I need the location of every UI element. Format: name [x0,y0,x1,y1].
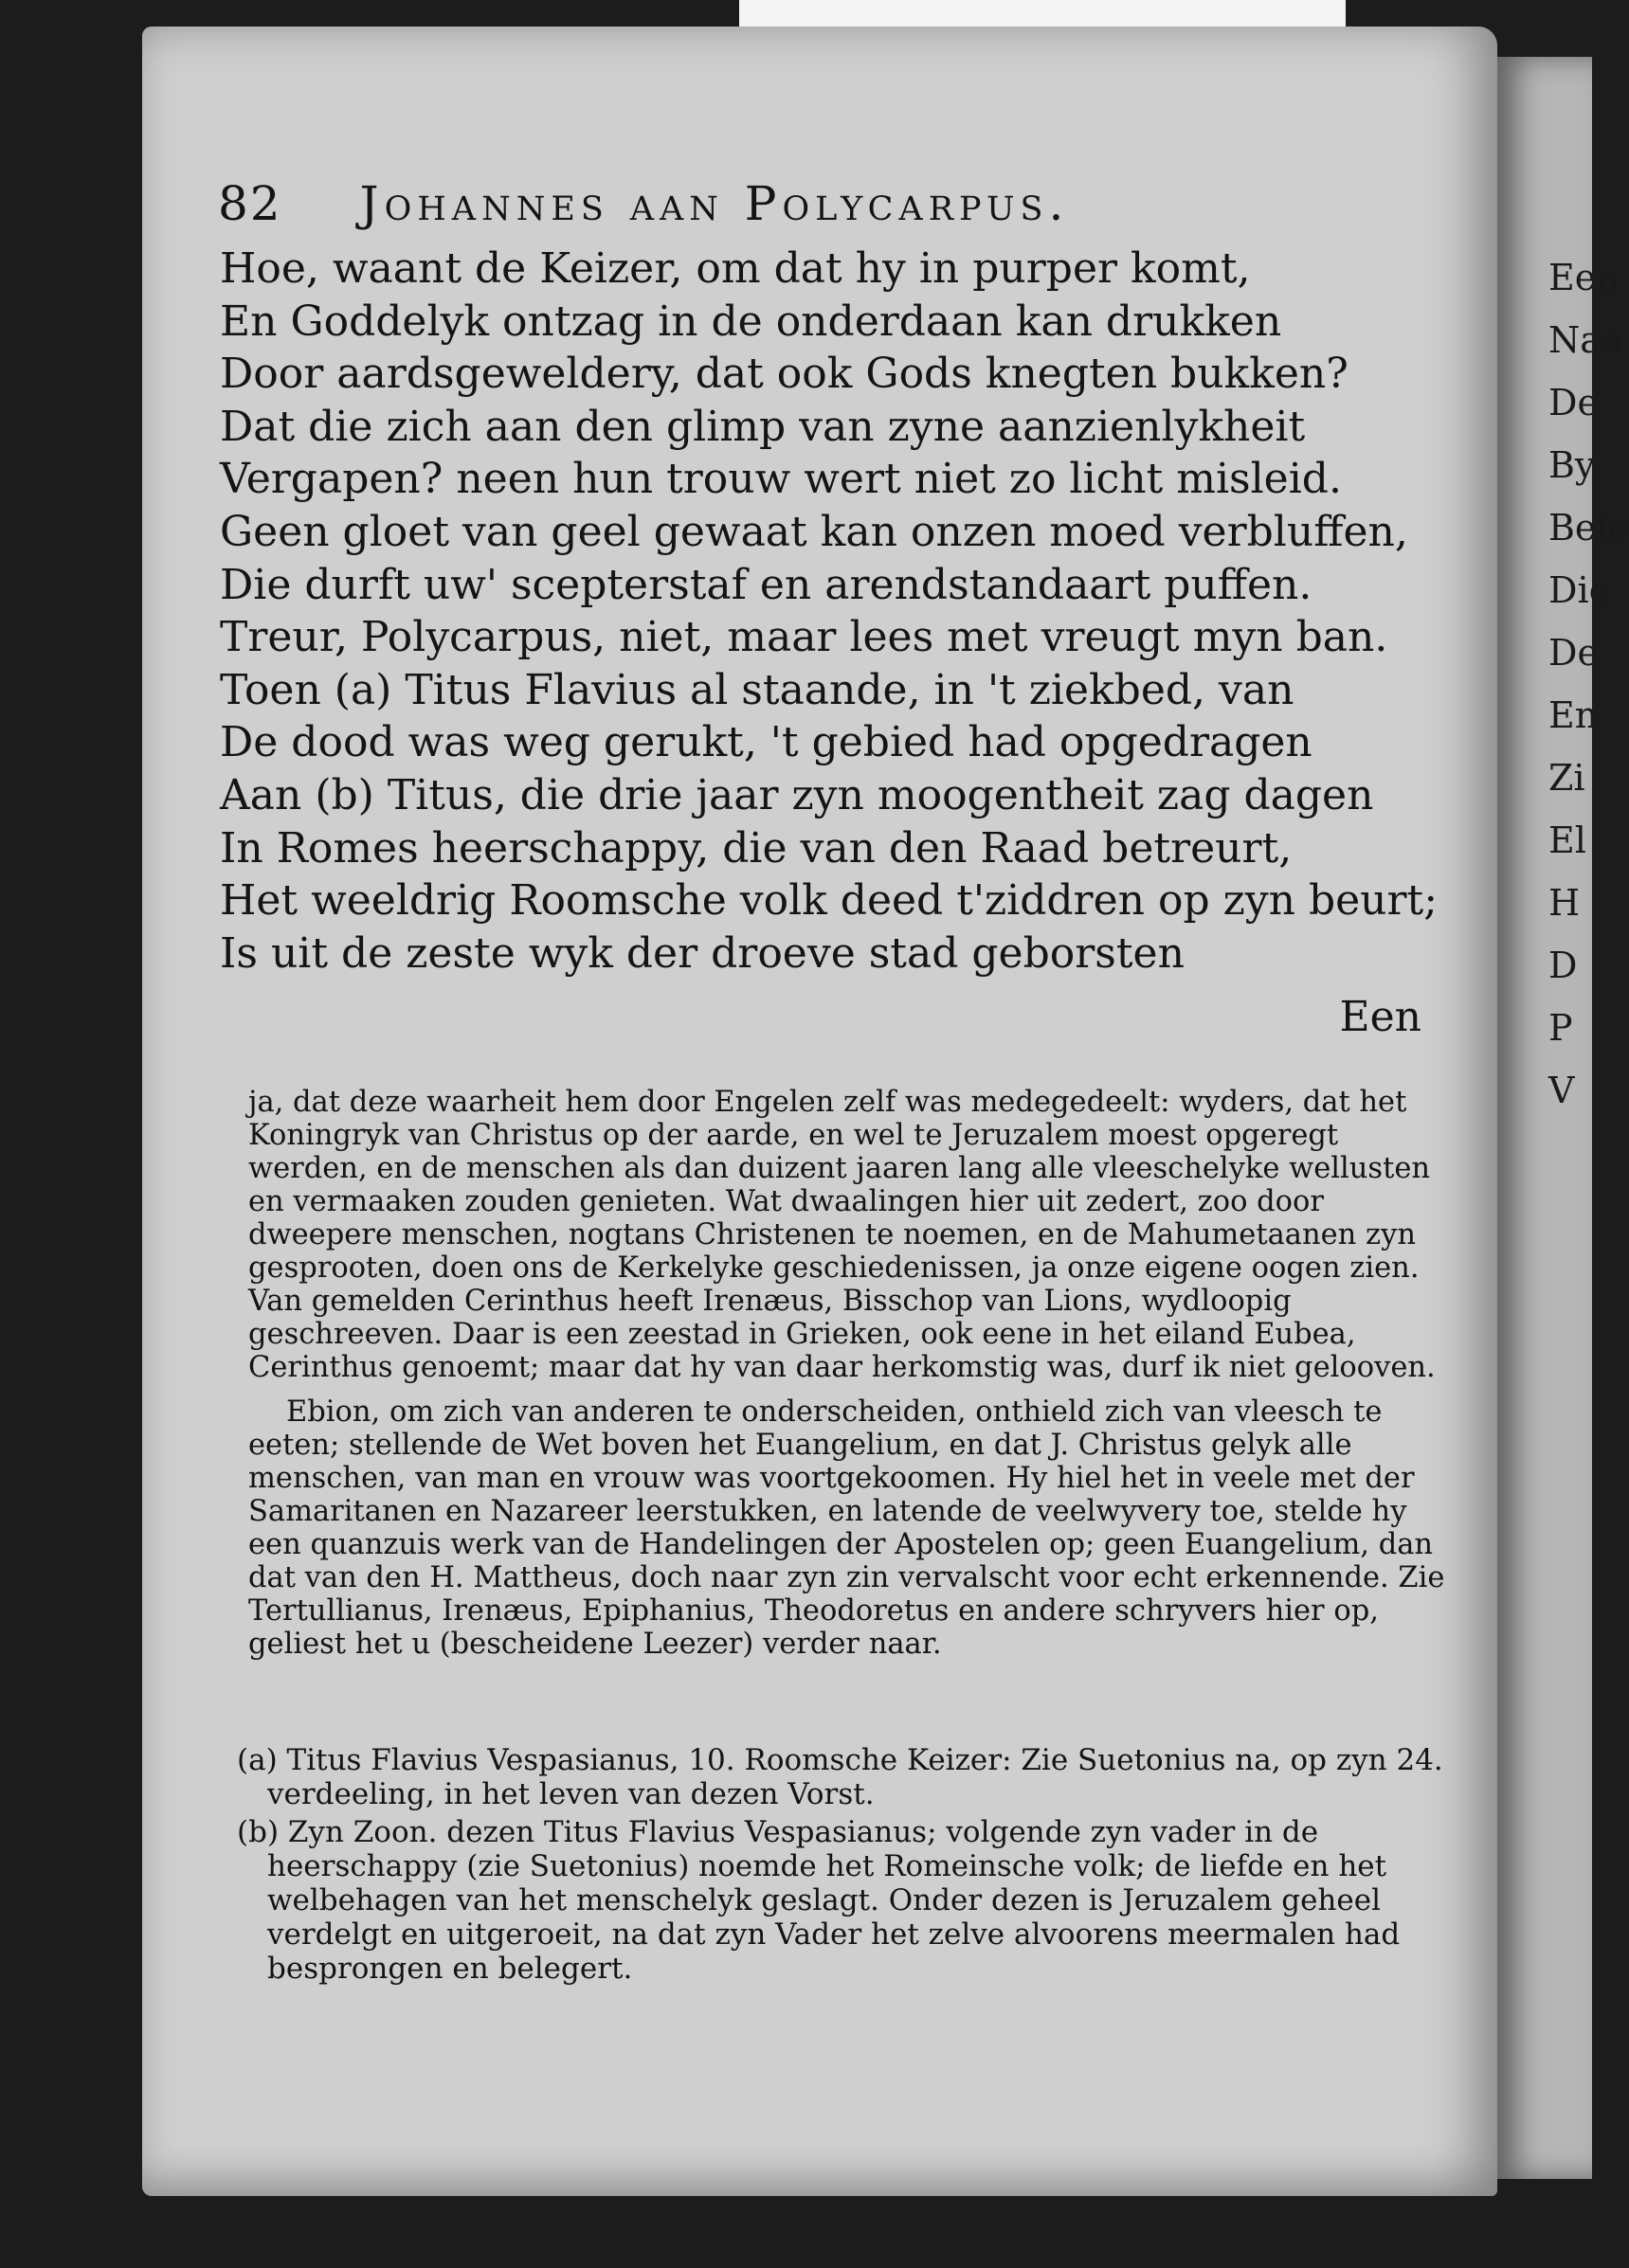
facing-fragment: D [1548,945,1578,986]
verse-line: Is uit de zeste wyk der droeve stad geborsten [220,928,1185,978]
footnote-a: (a) Titus Flavius Vespasianus, 10. Roomsche Keizer: Zie Suetonius na, op zyn 24. verdeeling, in het leven van dezen Vorst. [237,1743,1443,1811]
facing-fragment: Een [1548,257,1620,298]
verse-line: Vergapen? neen hun trouw wert niet zo licht misleid. [220,455,1342,504]
verse-block [220,243,1442,980]
facing-fragment: V [1548,1070,1575,1111]
verse-line: Dat die zich aan den glimp van zyne aanzienlykheit [220,402,1306,451]
facing-fragment: Naa [1548,319,1623,361]
note-paragraph: ja, dat deze waarheit hem door Engelen zelf was medegedeelt: wyders, dat het Koningryk van Christus op der aarde, en wel te Jeruzalem moest opgeregt werden, en de menschen als dan duizent jaaren lang alle vleeschelyke wellusten en vermaaken zouden genieten. Wat dwaalingen hier uit zedert, zoo door dweepere menschen, nogtans Christenen te noemen, en de Mahumetaanen zyn gesprooten, doen ons de Kerkelyke geschiedenissen, ja onze eigene oogen zien. Van gemelden Cerinthus heeft Irenæus, Bisschop van Lions, wydloopig geschreeven. Daar is een zeestad in Grieken, ook eene in het eiland Eubea, Cerinthus genoemt; maar dat hy van daar herkomstig was, durf ik niet gelooven. [248,1086,1436,1384]
verse-line: Treur, Polycarpus, niet, maar lees met vreugt myn ban. [220,613,1388,662]
facing-fragment: Zi [1548,757,1585,799]
commentary-notes [248,1086,1452,1661]
facing-fragment: Bele [1548,507,1629,549]
running-title: Johannes aan Polycarpus. [359,176,1070,231]
catchword: Een [1339,993,1421,1041]
running-header [218,176,1384,231]
verse-line: Geen gloet van geel gewaat kan onzen moed verbluffen, [220,507,1408,556]
facing-fragment: Die [1548,569,1611,611]
facing-fragment: De [1548,382,1599,423]
verse-line: Toen (a) Titus Flavius al staande, in 't ziekbed, van [220,665,1294,714]
facing-fragment: En [1548,694,1599,736]
verse-line: Die durft uw' scepterstaf en arendstandaart puffen. [220,560,1312,609]
book-page [142,27,1497,2196]
facing-fragment: P [1548,1007,1573,1049]
verse-line: De dood was weg gerukt, 't gebied had opgedragen [220,718,1312,767]
verse-line: Aan (b) Titus, die drie jaar zyn moogentheit zag dagen [220,770,1374,819]
facing-page [1497,57,1629,2179]
facing-fragment: H [1548,882,1581,924]
page-number: 82 [218,176,282,231]
facing-fragment: De [1548,632,1599,674]
verse-line: Door aardsgeweldery, dat ook Gods knegten bukken? [220,350,1348,399]
verse-line: Het weeldrig Roomsche volk deed t'ziddren op zyn beurt; [220,876,1439,926]
note-paragraph: Ebion, om zich van anderen te onderscheiden, onthield zich van vleesch te eeten; stellende de Wet boven het Euangelium, en dat J. Christus gelyk alle menschen, van man en vrouw was voortgekoomen. Hy hiel het in veele met der Samaritanen en Nazareer leerstukken, en latende de veelwyvery toe, stelde hy een quanzuis werk van de Handelingen der Apostelen op; geen Euangelium, dan dat van den H. Mattheus, doch naar zyn zin vervalscht voor echt erkennende. Zie Tertullianus, Irenæus, Epiphanius, Theodoretus en andere schryvers hier op, geliest het u (bescheidene Leezer) verder naar. [248,1395,1445,1661]
verse-line: Hoe, waant de Keizer, om dat hy in purper komt, [220,244,1251,293]
facing-fragment: El [1548,819,1586,861]
facing-fragment: By [1548,444,1596,486]
verse-line: En Goddelyk ontzag in de onderdaan kan drukken [220,297,1282,346]
verse-line: In Romes heerschappy, die van den Raad betreurt, [220,823,1293,873]
footnote-b: (b) Zyn Zoon. dezen Titus Flavius Vespasianus; volgende zyn vader in de heerschappy (zie Suetonius) noemde het Romeinsche volk; de liefde en het welbehagen van het menschelyk geslagt. Onder dezen is Jeruzalem geheel verdelgt en uitgeroeit, na dat zyn Vader het zelve alvoorens meermalen had besprongen en belegert. [237,1815,1401,1986]
footnotes [237,1743,1459,1989]
facing-page-text [1497,246,1629,1122]
